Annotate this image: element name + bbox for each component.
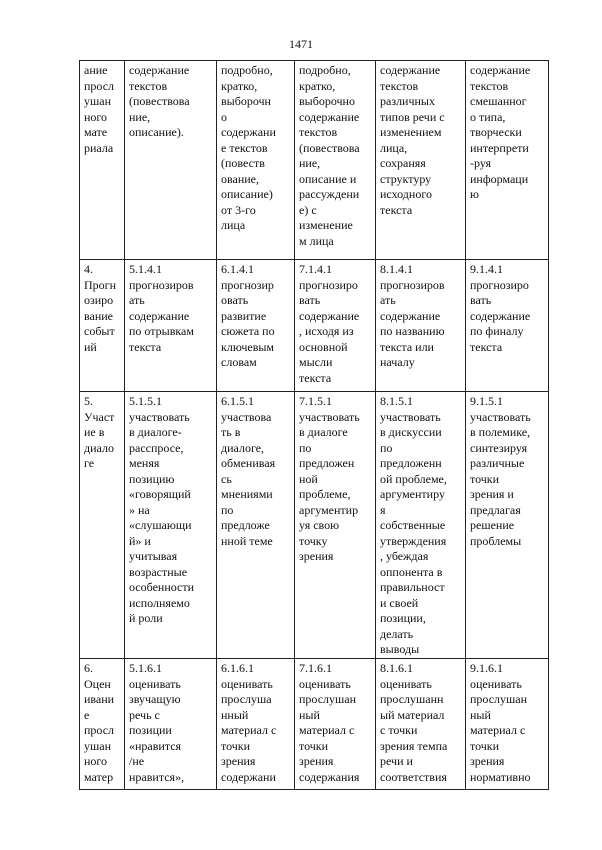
- grade-7-cell: 7.1.4.1 прогнозиро вать содержание , исходя из основной мысли текста: [295, 260, 376, 392]
- row-heading-cell: ание просл ушан ного мате риала: [80, 61, 125, 260]
- table-row: [80, 659, 549, 790]
- table-row: [80, 392, 549, 659]
- grade-6-cell: 6.1.6.1 оценивать прослуша нный материал с точки зрения содержани: [217, 659, 295, 790]
- row-heading-cell: 4. Прогн озиро вание событ ий: [80, 260, 125, 392]
- grade-5-cell: 5.1.5.1 участвовать в диалоге- расспросе, меняя позицию «говорящий » на «слушающи й» и учитывая возрастные особенности исполняемо й роли: [125, 392, 217, 659]
- grade-9-cell: содержание текстов смешанног о типа, творчески интерпрети -руя информаци ю: [466, 61, 549, 260]
- grade-9-cell: 9.1.4.1 прогнозиро вать содержание по финалу текста: [466, 260, 549, 392]
- grade-9-cell: 9.1.5.1 участвовать в полемике, синтезируя различные точки зрения и предлагая решение проблемы: [466, 392, 549, 659]
- grade-6-cell: 6.1.4.1 прогнозир овать развитие сюжета по ключевым словам: [217, 260, 295, 392]
- curriculum-table: [79, 60, 549, 790]
- grade-8-cell: 8.1.4.1 прогнозиров ать содержание по названию текста или началу: [376, 260, 466, 392]
- grade-9-cell: 9.1.6.1 оценивать прослушан ный материал с точки зрения нормативно: [466, 659, 549, 790]
- grade-5-cell: 5.1.6.1 оценивать звучащую речь с позиции «нравится /не нравится»,: [125, 659, 217, 790]
- grade-7-cell: 7.1.6.1 оценивать прослушан ный материал с точки зрения содержания: [295, 659, 376, 790]
- grade-8-cell: 8.1.6.1 оценивать прослушанн ый материал с точки зрения темпа речи и соответствия: [376, 659, 466, 790]
- table-row: [80, 61, 549, 260]
- grade-8-cell: содержание текстов различных типов речи с изменением лица, сохраняя структуру исходного текста: [376, 61, 466, 260]
- grade-6-cell: подробно, кратко, выборочн о содержани е текстов (повеств ование, описание) от 3-го лица: [217, 61, 295, 260]
- page-number: 1471: [289, 37, 313, 51]
- grade-5-cell: содержание текстов (повествова ние, описание).: [125, 61, 217, 260]
- grade-5-cell: 5.1.4.1 прогнозиров ать содержание по отрывкам текста: [125, 260, 217, 392]
- table-row: [80, 260, 549, 392]
- grade-7-cell: 7.1.5.1 участвовать в диалоге по предложен ной проблеме, аргументир уя свою точку зрения: [295, 392, 376, 659]
- grade-8-cell: 8.1.5.1 участвовать в дискуссии по предложенн ой проблеме, аргументиру я собственные утверждения , убеждая оппонента в правильност и своей позиции, делать выводы: [376, 392, 466, 659]
- row-heading-cell: 6. Оцен ивани е просл ушан ного матер: [80, 659, 125, 790]
- grade-6-cell: 6.1.5.1 участвова ть в диалоге, обменивая сь мнениями по предложе нной теме: [217, 392, 295, 659]
- grade-7-cell: подробно, кратко, выборочно содержание текстов (повествова ние, описание и рассуждени е) с изменение м лица: [295, 61, 376, 260]
- row-heading-cell: 5. Участ ие в диало ге: [80, 392, 125, 659]
